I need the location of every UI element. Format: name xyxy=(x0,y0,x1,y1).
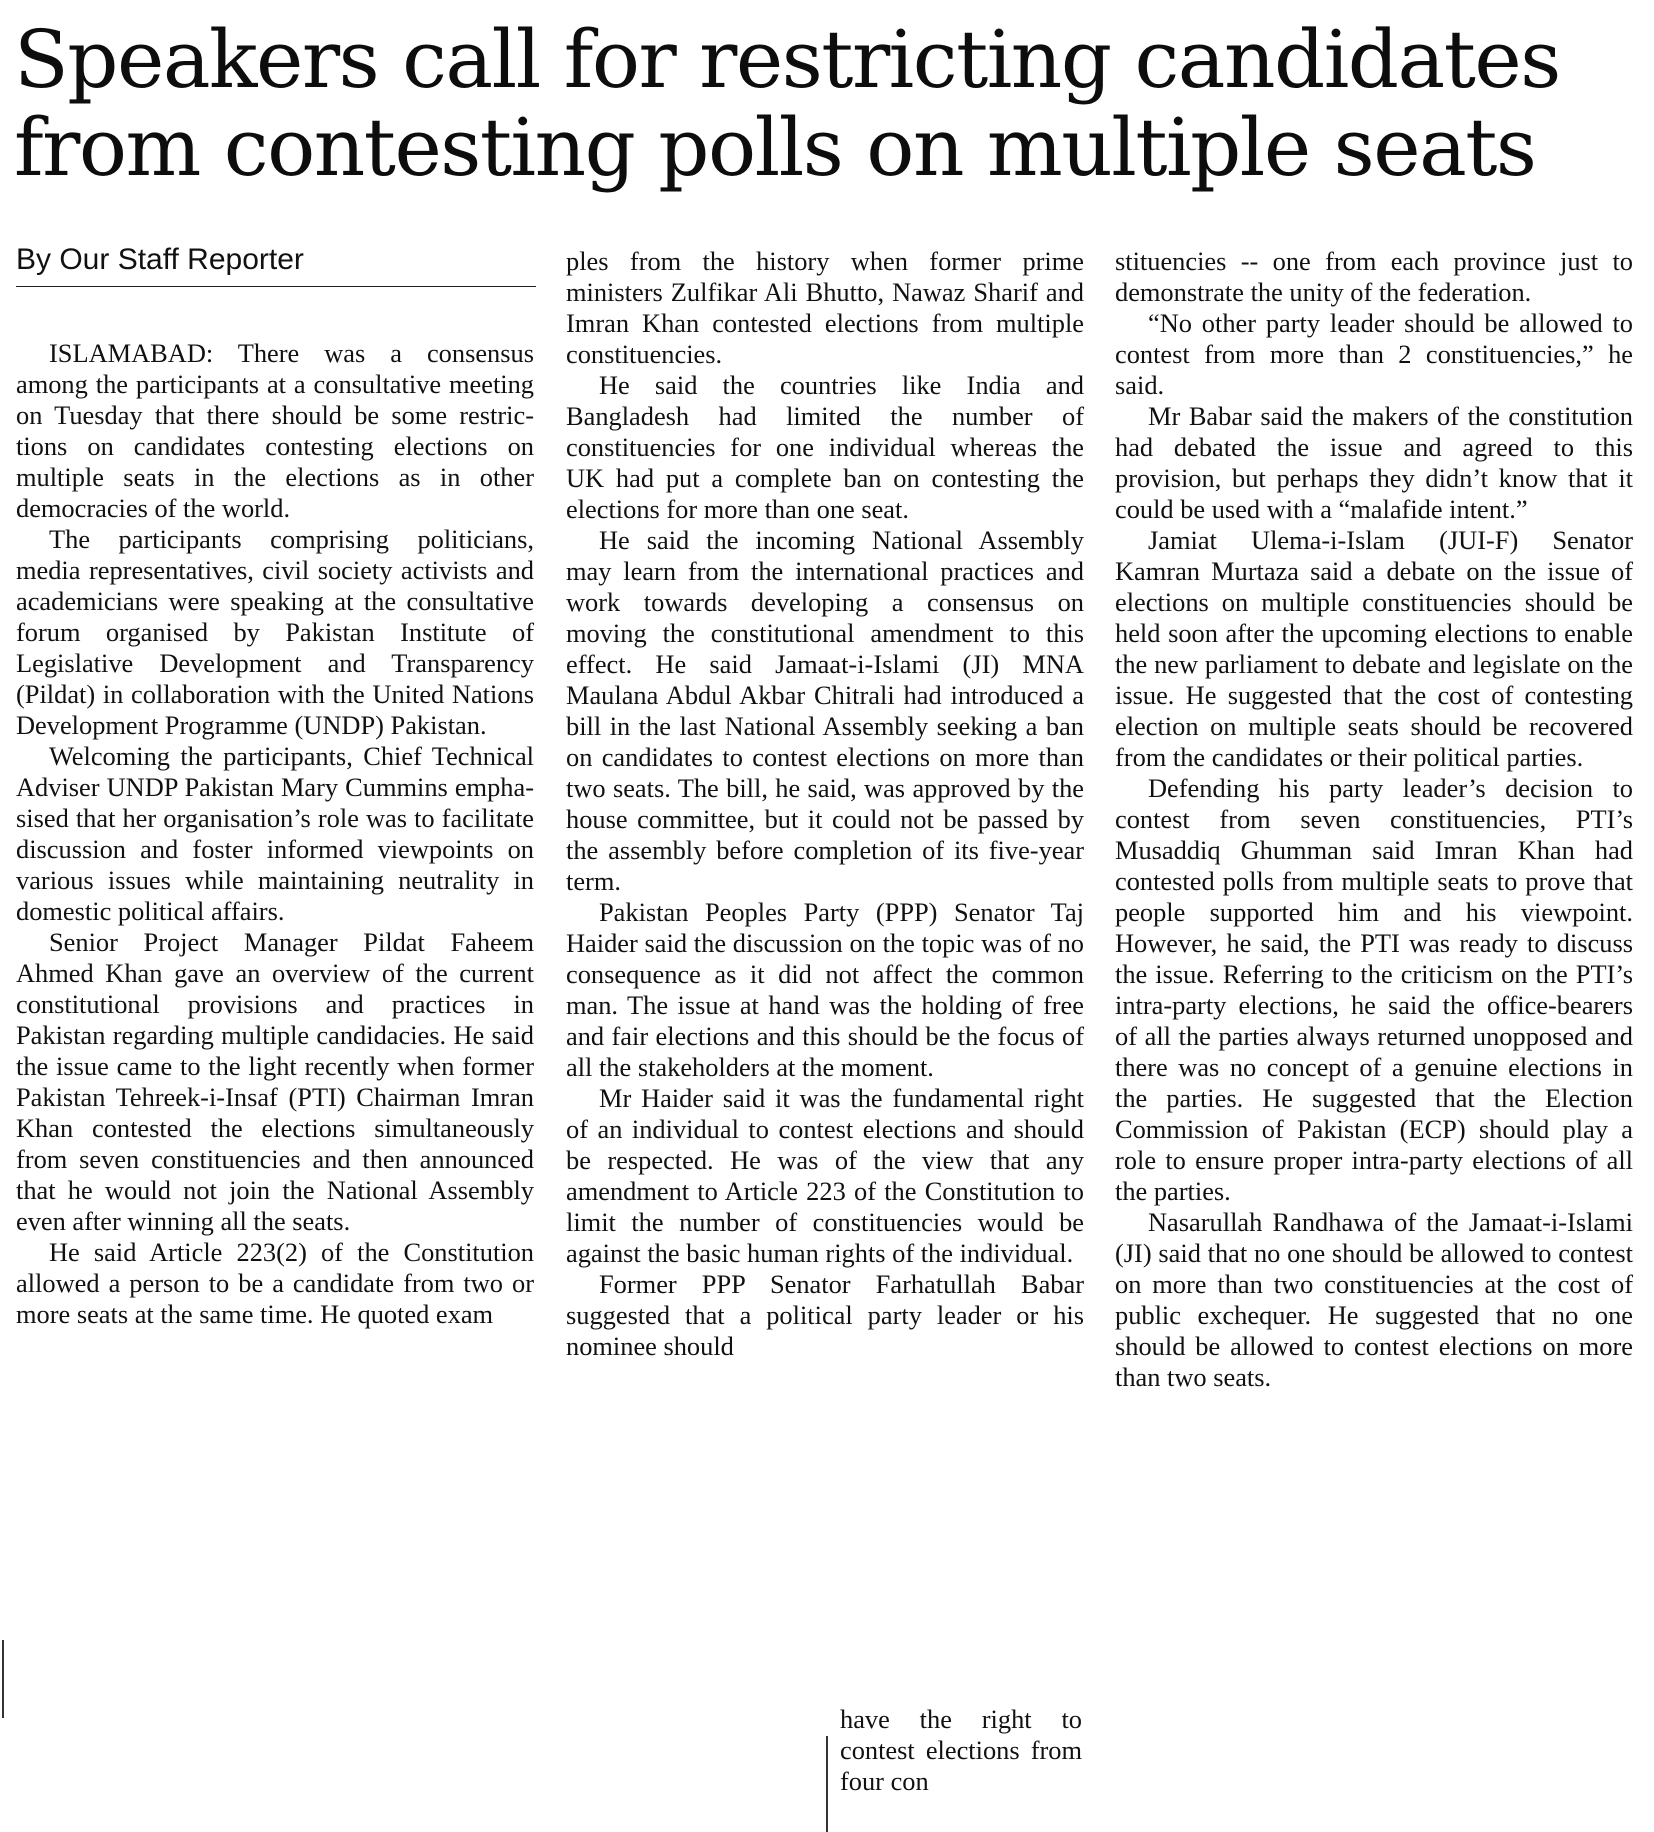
byline: By Our Staff Reporter xyxy=(16,242,536,287)
column-2 xyxy=(566,246,1084,1362)
paragraph: Former PPP Senator Farhatullah Babar suggested that a political party leader or his nominee should xyxy=(566,1269,1084,1361)
headline xyxy=(14,13,1644,194)
headline-line-1: Speakers call for restricting candidates xyxy=(14,13,1560,106)
paragraph: Pakistan Peoples Party (PPP) Senator Taj Haider said the discussion on the topic was of no consequence as it did not affect the common man. The issue at hand was the holding of free and fair elections and this should be the focus of all the stakeholders at the moment. xyxy=(566,897,1084,1082)
paragraph: “No other party leader should be allowed to contest from more than 2 constituencies,” he said. xyxy=(1115,308,1633,400)
column-1 xyxy=(16,338,534,1330)
paragraph: stituencies -- one from each province just to demonstrate the unity of the federation. xyxy=(1115,246,1633,307)
paragraph: He said the incoming National Assembly may learn from the international practices and work towards developing a consensus on moving the constitutional amendment to this effect. He said Jamaat-i-Islami (JI) MNA Maulana Abdul Akbar Chitrali had introduced a bill in the last National Assembly seeking a ban on candidates to contest elections on more than two seats. The bill, he said, was approved by the house committee, but it could not be passed by the assembly before completion of its five-year term. xyxy=(566,525,1084,896)
column-2-tail: have the right to contest elections from four con xyxy=(840,1704,1082,1796)
paragraph: Welcoming the participants, Chief Technical Adviser UNDP Pakistan Mary Cummins emphasised that her organisation’s role was to facilitate discussion and foster informed viewpoints on various issues while maintaining neutrality in domestic political affairs. xyxy=(16,741,534,926)
paragraph: ISLAMABAD: There was a consensus among the participants at a consultative meeting on Tuesday that there should be some restrictions on candidates contesting elections on multiple seats in the elections as in other democracies of the world. xyxy=(16,338,534,523)
paragraph: ples from the history when former prime ministers Zulfikar Ali Bhutto, Nawaz Sharif and Imran Khan contested elections from multiple constituencies. xyxy=(566,246,1084,369)
paragraph: He said Article 223(2) of the Constitution allowed a person to be a candidate from two or more seats at the same time. He quoted exam xyxy=(16,1237,534,1329)
paragraph: Senior Project Manager Pildat Faheem Ahmed Khan gave an overview of the current constitutional provisions and practices in Pakistan regarding multiple candidacies. He said the issue came to the light recently when former Pakistan Tehreek-i-Insaf (PTI) Chairman Imran Khan contested the elections simultaneously from seven constituencies and then announced that he would not join the National Assembly even after winning all the seats. xyxy=(16,927,534,1236)
paragraph: Nasarullah Randhawa of the Jamaat-i-Islami (JI) said that no one should be allowed to contest on more than two constituencies at the cost of public exchequer. He suggested that no one should be allowed to contest elections on more than two seats. xyxy=(1115,1207,1633,1392)
column-3 xyxy=(1115,246,1633,1393)
paragraph: Defending his party leader’s decision to contest from seven constituencies, PTI’s Musaddiq Ghumman said Imran Khan had contested polls from multiple seats to prove that people supported him and his viewpoint. However, he said, the PTI was ready to discuss the issue. Referring to the criticism on the PTI’s intra-party elections, he said the office-bearers of all the parties always returned unopposed and there was no concept of a genuine elections in the parties. He suggested that the Election Commission of Pakistan (ECP) should play a role to ensure proper intra-party elections of all the parties. xyxy=(1115,773,1633,1206)
paragraph: Mr Haider said it was the fundamental right of an individual to contest elections and should be respected. He was of the view that any amendment to Article 223 of the Constitution to limit the number of constituencies would be against the basic human rights of the individual. xyxy=(566,1083,1084,1268)
headline-line-2: from contesting polls on multiple seats xyxy=(14,101,1536,194)
paragraph: He said the countries like India and Bangladesh had limited the number of constituencies for one individual whereas the UK had put a complete ban on contesting the elections for more than one seat. xyxy=(566,370,1084,524)
column-rule-inset xyxy=(826,1736,828,1832)
paragraph: Jamiat Ulema-i-Islam (JUI-F) Senator Kamran Murtaza said a debate on the issue of elections on multiple constituencies should be held soon after the upcoming elections to enable the new parliament to debate and legislate on the issue. He suggested that the cost of contesting election on multiple seats should be recovered from the candidates or their political parties. xyxy=(1115,525,1633,772)
column-rule-left xyxy=(2,1640,4,1718)
paragraph: Mr Babar said the makers of the constitution had debated the issue and agreed to this provision, but perhaps they didn’t know that it could be used with a “malafide intent.” xyxy=(1115,401,1633,524)
paragraph: The participants comprising politicians, media representatives, civil society activists and academicians were speaking at the consultative forum organised by Pakistan Institute of Legislative Development and Transparency (Pildat) in collaboration with the United Nations Development Programme (UNDP) Pakistan. xyxy=(16,524,534,740)
